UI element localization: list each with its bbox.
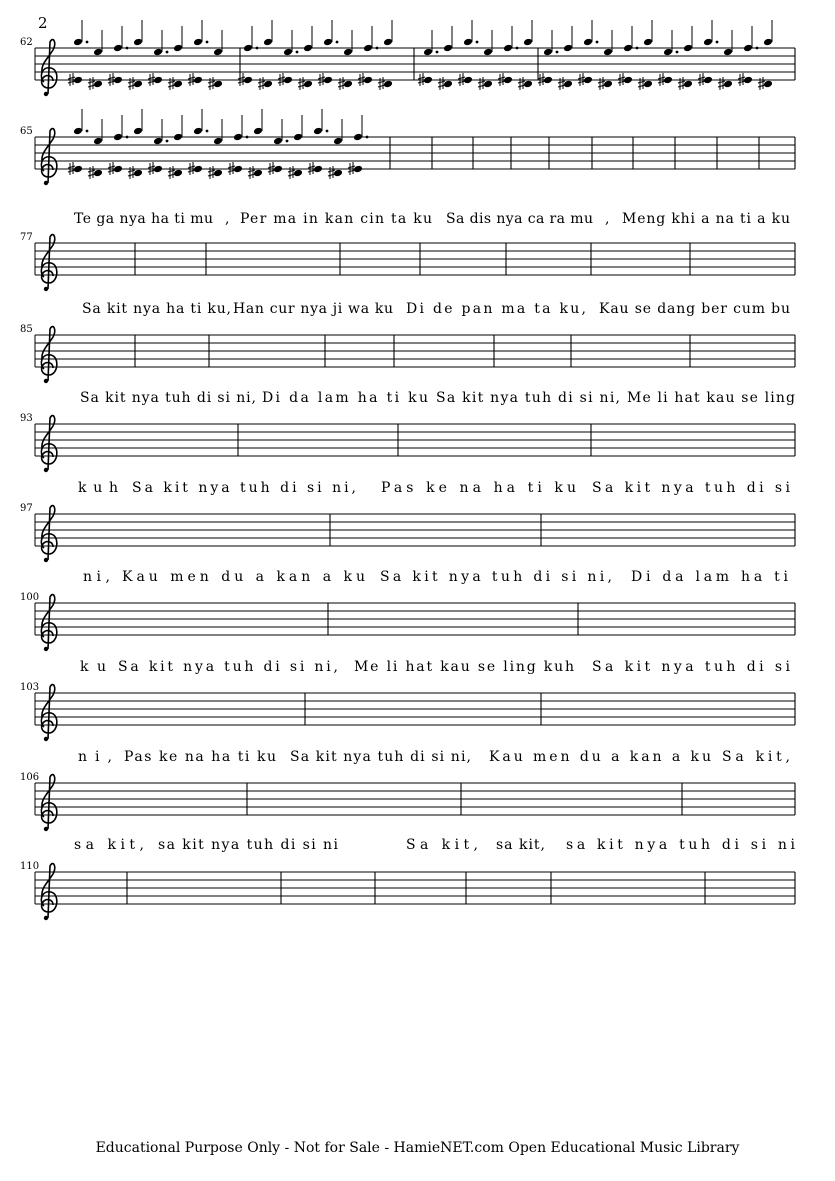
note-head <box>443 44 453 53</box>
sharp-sign <box>478 77 485 90</box>
note-head <box>313 127 323 136</box>
dot <box>126 47 129 50</box>
measure-number: 93 <box>20 413 33 424</box>
sharp-sign <box>358 73 365 86</box>
dot <box>596 41 599 44</box>
note-head <box>383 38 393 47</box>
lyric-text: ni, <box>83 569 110 585</box>
lyric-text: Kau se dang ber cum bu <box>599 301 790 317</box>
sharp-sign <box>88 77 95 90</box>
note-head <box>583 38 593 47</box>
treble-clef-dot <box>44 827 48 831</box>
treble-clef-dot <box>44 287 48 291</box>
measure-number: 103 <box>20 682 40 693</box>
note-head <box>323 38 333 47</box>
sharp-sign <box>338 77 345 90</box>
note-head <box>603 48 613 57</box>
sharp-sign <box>278 73 285 86</box>
lyric-text: Sa dis nya ca ra mu <box>446 211 593 227</box>
sharp-sign <box>738 73 745 86</box>
sharp-sign <box>598 77 605 90</box>
lyric-text: Di da lam ha ti <box>631 569 788 585</box>
sharp-sign <box>148 162 155 175</box>
note-head <box>723 48 733 57</box>
lyric-text: Sa kit nya tuh di si ni, <box>118 659 338 675</box>
dot <box>86 41 89 44</box>
lyric-text: Di de pan ma ta ku, <box>406 301 586 317</box>
sharp-sign <box>208 166 215 179</box>
page-number: 2 <box>38 14 48 32</box>
note-head <box>93 48 103 57</box>
sharp-sign <box>558 77 565 90</box>
dot <box>556 51 559 54</box>
lyric-text: ni, <box>78 749 112 765</box>
sharp-sign <box>128 77 135 90</box>
note-head <box>133 127 143 136</box>
sharp-sign <box>318 73 325 86</box>
note-head <box>263 38 273 47</box>
dot <box>336 41 339 44</box>
note-head <box>173 133 183 142</box>
lyric-text: Di da lam ha ti ku <box>262 390 428 406</box>
note-head <box>213 137 223 146</box>
sharp-sign <box>658 73 665 86</box>
sharp-sign <box>458 73 465 86</box>
treble-clef-dot <box>44 468 48 472</box>
note-head <box>273 137 283 146</box>
measure-number: 77 <box>20 232 33 243</box>
note-head <box>153 48 163 57</box>
lyric-text: Te ga nya ha ti mu <box>74 211 213 227</box>
note-head <box>743 44 753 53</box>
dot <box>206 130 209 133</box>
lyric-text: Pas ke na ha ti ku <box>381 480 576 496</box>
lyric-text: Sa kit nya tuh di si ni, <box>290 749 471 765</box>
sharp-sign <box>438 77 445 90</box>
treble-clef-dot <box>44 916 48 920</box>
note-head <box>153 137 163 146</box>
staff-system-85 <box>20 301 795 383</box>
note-head <box>73 127 83 136</box>
dot <box>716 41 719 44</box>
sharp-sign <box>168 166 175 179</box>
note-head <box>93 137 103 146</box>
lyric-text: , <box>225 211 230 227</box>
dot <box>376 47 379 50</box>
lyric-text: Han cur nya ji wa ku <box>233 301 393 317</box>
note-head <box>303 44 313 53</box>
staff-system-106 <box>20 749 795 831</box>
sharp-sign <box>268 162 275 175</box>
note-head <box>333 137 343 146</box>
sharp-sign <box>248 166 255 179</box>
note-head <box>193 127 203 136</box>
staff-system-100 <box>20 569 795 651</box>
note-head <box>73 38 83 47</box>
sharp-sign <box>618 73 625 86</box>
sharp-sign <box>578 73 585 86</box>
dot <box>516 47 519 50</box>
sharp-sign <box>148 73 155 86</box>
treble-clef-dot <box>44 647 48 651</box>
note-head <box>343 48 353 57</box>
note-head <box>243 44 253 53</box>
lyric-text: Sa kit nya tuh di si ni, <box>380 569 612 585</box>
measure-number: 97 <box>20 503 33 514</box>
lyric-text: Me li hat kau se ling kuh <box>354 659 574 675</box>
note-head <box>133 38 143 47</box>
sharp-sign <box>518 77 525 90</box>
sharp-sign <box>228 162 235 175</box>
note-head <box>283 48 293 57</box>
note-head <box>113 44 123 53</box>
lyric-text: Meng khi a na ti a ku <box>622 211 790 227</box>
measure-number: 85 <box>20 324 33 335</box>
lyric-text: Pas ke na ha ti ku <box>124 749 276 765</box>
note-head <box>543 48 553 57</box>
note-head <box>623 44 633 53</box>
sharp-sign <box>298 77 305 90</box>
measure-number: 65 <box>20 126 33 137</box>
lyric-text: Me li hat kau se ling <box>627 390 795 406</box>
note-head <box>483 48 493 57</box>
dot <box>86 130 89 133</box>
treble-clef-dot <box>44 92 48 96</box>
note-head <box>703 38 713 47</box>
dot <box>326 130 329 133</box>
sharp-sign <box>108 162 115 175</box>
sharp-sign <box>208 77 215 90</box>
note-head <box>763 38 773 47</box>
sharp-sign <box>758 77 765 90</box>
sharp-sign <box>498 73 505 86</box>
sharp-sign <box>128 166 135 179</box>
sharp-sign <box>288 166 295 179</box>
note-head <box>563 44 573 53</box>
lyric-text: Sa kit, <box>722 749 790 765</box>
dot <box>206 41 209 44</box>
note-head <box>643 38 653 47</box>
sharp-sign <box>378 77 385 90</box>
sharp-sign <box>678 77 685 90</box>
note-head <box>463 38 473 47</box>
sharp-sign <box>328 166 335 179</box>
staff-system-62 <box>20 20 795 96</box>
lyric-text: kuh <box>78 480 118 496</box>
dot <box>246 136 249 139</box>
dot <box>366 136 369 139</box>
lyric-text: Sa kit, <box>406 837 478 853</box>
sharp-sign <box>68 162 75 175</box>
dot <box>256 47 259 50</box>
treble-clef-dot <box>44 379 48 383</box>
dot <box>476 41 479 44</box>
staff-system-97 <box>20 480 795 562</box>
sharp-sign <box>88 166 95 179</box>
footer-text: Educational Purpose Only - Not for Sale - HamieNET.com Open Educational Music Library <box>95 1140 740 1156</box>
note-head <box>523 38 533 47</box>
lyric-text: Sa kit nya ha ti ku, <box>82 301 231 317</box>
staff-system-103 <box>20 659 795 741</box>
dot <box>126 136 129 139</box>
dot <box>286 140 289 143</box>
sharp-sign <box>538 73 545 86</box>
lyric-text: ku <box>80 659 106 675</box>
lyric-text: sa kit nya tuh di si ni <box>566 837 795 853</box>
sharp-sign <box>698 73 705 86</box>
note-head <box>663 48 673 57</box>
lyric-text: Sa kit nya tuh di si <box>592 659 790 675</box>
treble-clef-dot <box>44 558 48 562</box>
lyric-text: sa kit, <box>496 837 545 853</box>
measure-number: 62 <box>20 37 33 48</box>
sharp-sign <box>168 77 175 90</box>
lyric-text: Per ma in kan cin ta ku <box>240 211 432 227</box>
measure-number: 110 <box>20 861 40 872</box>
note-head <box>113 133 123 142</box>
dot <box>756 47 759 50</box>
sharp-sign <box>638 77 645 90</box>
lyric-text: , <box>605 211 610 227</box>
sharp-sign <box>718 77 725 90</box>
lyric-text: Sa kit nya tuh di si ni, <box>80 390 256 406</box>
sharp-sign <box>108 73 115 86</box>
sharp-sign <box>68 73 75 86</box>
note-head <box>233 133 243 142</box>
lyric-text: sa kit nya tuh di si ni <box>158 837 338 853</box>
sharp-sign <box>188 162 195 175</box>
dot <box>296 51 299 54</box>
note-head <box>173 44 183 53</box>
treble-clef-dot <box>44 737 48 741</box>
note-head <box>213 48 223 57</box>
note-head <box>683 44 693 53</box>
treble-clef-dot <box>44 181 48 185</box>
dot <box>636 47 639 50</box>
lyric-text: Sa kit nya tuh di si ni, <box>436 390 620 406</box>
note-head <box>363 44 373 53</box>
dot <box>166 140 169 143</box>
note-head <box>193 38 203 47</box>
staff-system-77 <box>20 211 795 291</box>
note-head <box>503 44 513 53</box>
dot <box>436 51 439 54</box>
measure-number: 100 <box>20 592 40 603</box>
sharp-sign <box>188 73 195 86</box>
lyric-text: Kau men du a kan a ku <box>122 569 365 585</box>
lyric-text: Sa kit nya tuh di si <box>592 480 790 496</box>
sharp-sign <box>258 77 265 90</box>
note-head <box>423 48 433 57</box>
note-head <box>353 133 363 142</box>
measure-number: 106 <box>20 772 40 783</box>
sharp-sign <box>308 162 315 175</box>
dot <box>676 51 679 54</box>
sharp-sign <box>238 73 245 86</box>
staff-system-93 <box>20 390 795 472</box>
sharp-sign <box>348 162 355 175</box>
lyric-text: sa kit, <box>74 837 144 853</box>
lyric-text: Kau men du a kan a ku <box>489 749 711 765</box>
note-head <box>293 133 303 142</box>
staff-system-110 <box>20 837 796 920</box>
sharp-sign <box>418 73 425 86</box>
lyric-text: Sa kit nya tuh di si ni, <box>132 480 356 496</box>
note-head <box>253 127 263 136</box>
dot <box>166 51 169 54</box>
staff-system-65 <box>20 109 795 185</box>
